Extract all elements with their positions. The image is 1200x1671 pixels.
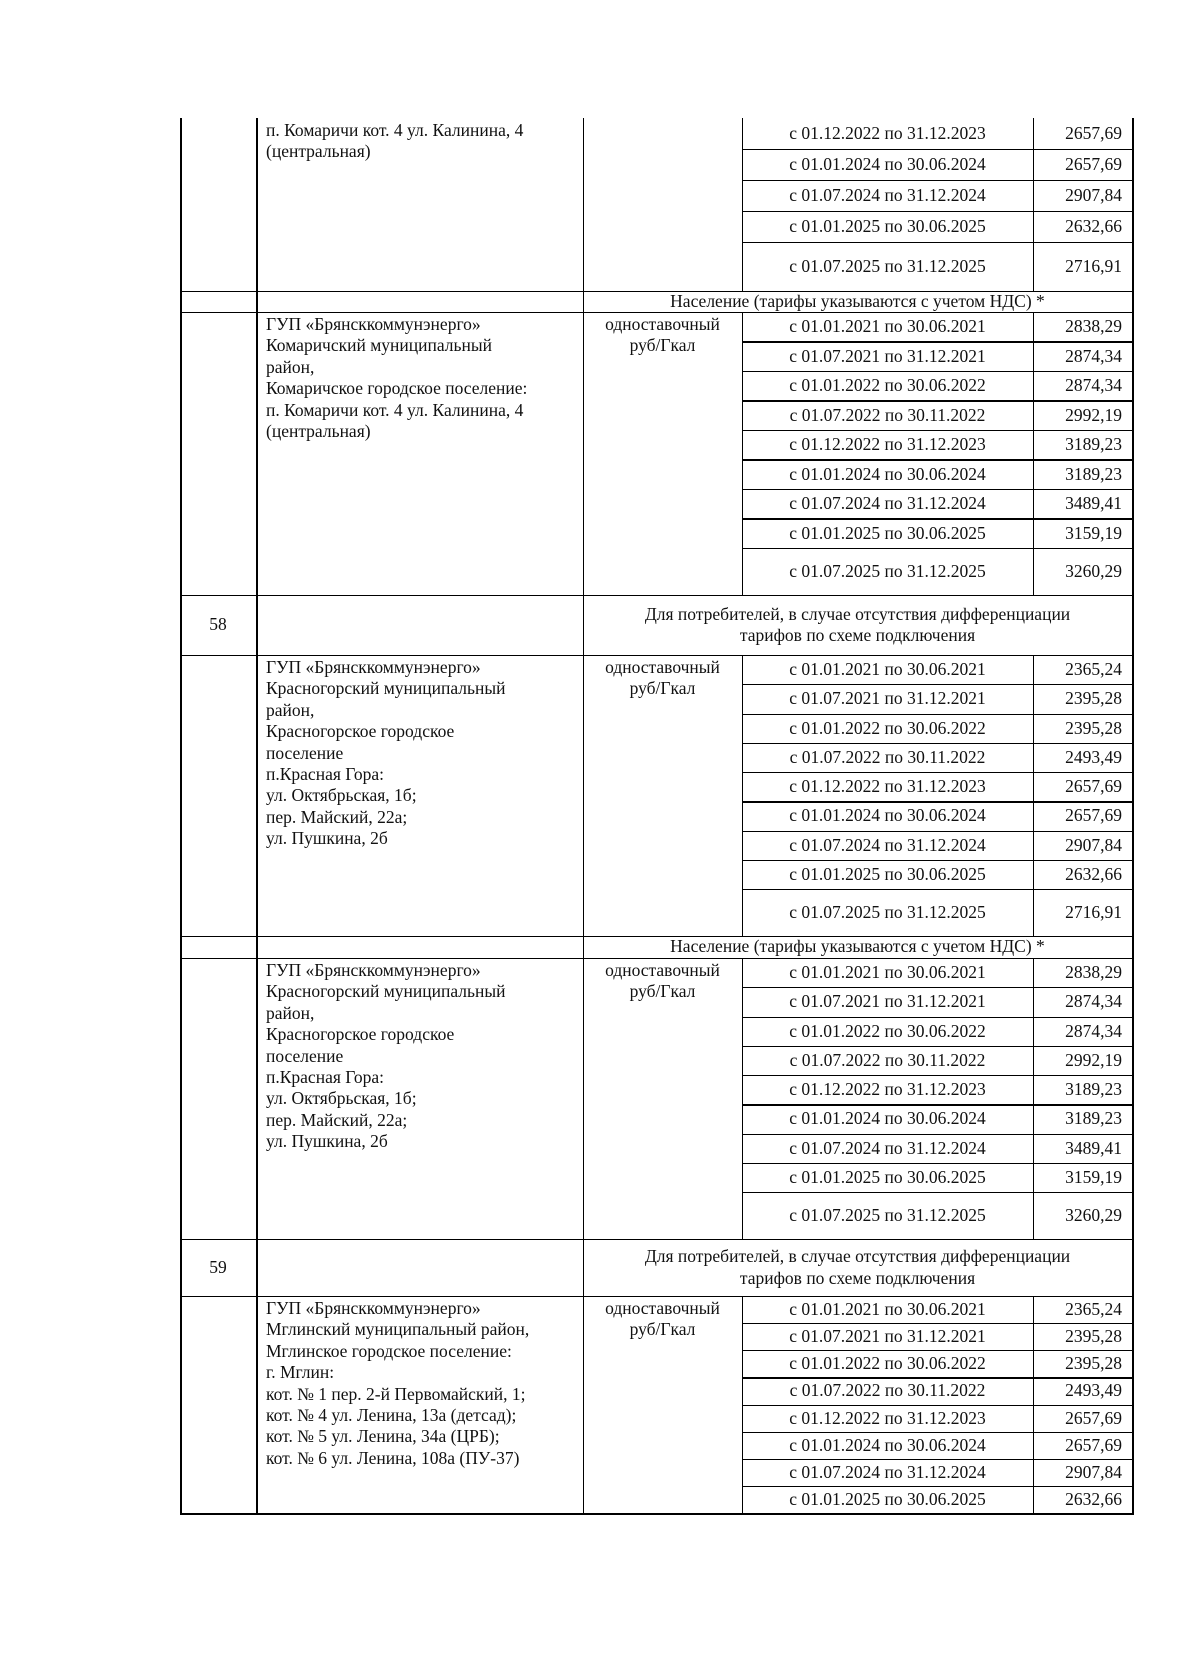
tariff-type: руб/Гкал [629,678,696,699]
row-border [180,958,1134,959]
address-line: кот. № 4 ул. Ленина, 13а (детсад); [266,1405,517,1425]
tariff-value: 2657,69 [1065,805,1122,826]
tariff-value: 2907,84 [1065,834,1122,855]
period-cell: с 01.07.2021 по 31.12.2021 [789,345,986,366]
address-line: Красногорский муниципальный [266,981,506,1002]
period-cell: с 01.01.2022 по 30.06.2022 [789,375,986,396]
period-cell: с 01.01.2025 по 30.06.2025 [789,522,986,543]
period-cell: с 01.07.2025 по 31.12.2025 [789,902,986,923]
address-line: ул. Октябрьская, 1б; [266,1088,417,1109]
section-header: тарифов по схеме подключения [739,625,976,645]
address-line: п.Красная Гора: [266,1067,384,1087]
period-cell: с 01.07.2022 по 30.11.2022 [789,746,986,767]
sub-row-border [742,211,1134,212]
address-line: Комаричский муниципальный [266,335,493,356]
tariff-type: руб/Гкал [629,981,696,1002]
period-cell: с 01.01.2024 по 30.06.2024 [789,463,986,484]
period-cell: с 01.07.2025 по 31.12.2025 [789,255,986,276]
period-cell: с 01.12.2022 по 31.12.2023 [789,122,986,143]
tariff-value: 2365,24 [1065,659,1122,680]
sub-row-border [742,1350,1134,1351]
period-cell: с 01.12.2022 по 31.12.2023 [789,1079,986,1100]
tariff-value: 2493,49 [1065,1380,1122,1401]
sub-row-border [742,1323,1134,1324]
section-header: Население (тарифы указываются с учетом НДС) * [670,290,1045,311]
address-line: п.Красная Гора: [266,764,384,784]
sub-row-border [742,1486,1134,1487]
tariff-value: 2493,49 [1065,746,1122,767]
address-line: ул. Пушкина, 2б [266,828,388,849]
tariff-type: одноставочный [605,1298,720,1318]
tariff-value: 2395,28 [1065,1353,1122,1374]
address-line: ул. Пушкина, 2б [266,1131,388,1152]
tariff-value: 2395,28 [1065,1326,1122,1347]
sub-row-border [742,1459,1134,1460]
tariff-value: 2716,91 [1065,255,1122,276]
tariff-value: 2632,66 [1065,215,1122,236]
section-header: Население (тарифы указываются с учетом НДС) * [670,936,1045,957]
period-cell: с 01.07.2021 по 31.12.2021 [789,1326,986,1347]
period-cell: с 01.01.2024 по 30.06.2024 [789,153,986,174]
sub-row-border [742,831,1134,832]
address-line: район, [266,699,315,720]
sub-row-border [742,400,1134,401]
sub-row-border [742,1432,1134,1433]
tariff-value: 2874,34 [1065,375,1122,396]
period-cell: с 01.07.2024 по 31.12.2024 [789,184,986,205]
tariff-type: руб/Гкал [629,1319,696,1340]
period-cell: с 01.07.2024 по 31.12.2024 [789,834,986,855]
address-line: (центральная) [266,141,371,162]
period-cell: с 01.07.2022 по 30.11.2022 [789,1380,986,1401]
address-line: ГУП «Брянсккоммунэнерго» [266,314,481,334]
sub-row-border [742,1163,1134,1164]
tariff-value: 2395,28 [1065,717,1122,738]
address-line: ГУП «Брянсккоммунэнерго» [266,657,481,677]
period-cell: с 01.01.2022 по 30.06.2022 [789,1353,986,1374]
address-line: п. Комаричи кот. 4 ул. Калинина, 4 [266,120,524,140]
tariff-value: 2657,69 [1065,1407,1122,1428]
tariff-value: 3159,19 [1065,1167,1122,1188]
period-cell: с 01.01.2021 по 30.06.2021 [789,316,986,337]
table-border-left [180,118,182,1513]
period-cell: с 01.12.2022 по 31.12.2023 [789,434,986,455]
sub-row-border [742,548,1134,549]
tariff-value: 2632,66 [1065,1488,1122,1509]
period-cell: с 01.01.2022 по 30.06.2022 [789,717,986,738]
sub-row-border [742,1046,1134,1047]
tariff-value: 2874,34 [1065,1020,1122,1041]
address-line: кот. № 1 пер. 2-й Первомайский, 1; [266,1383,526,1404]
period-cell: с 01.01.2025 по 30.06.2025 [789,215,986,236]
tariff-value: 2838,29 [1065,316,1122,337]
section-header: Для потребителей, в случае отсутствия дифференциации [644,603,1071,624]
tariff-value: 2632,66 [1065,864,1122,885]
sub-row-border [742,1104,1134,1105]
tariff-value: 2395,28 [1065,688,1122,709]
table-border-bottom [180,1513,1134,1515]
section-header: Для потребителей, в случае отсутствия дифференциации [644,1246,1071,1267]
address-line: Комаричское городское поселение: [266,378,528,399]
tariff-value: 2365,24 [1065,1299,1122,1320]
address-line: п. Комаричи кот. 4 ул. Калинина, 4 [266,399,524,420]
sub-row-border [742,430,1134,431]
period-cell: с 01.07.2024 по 31.12.2024 [789,1137,986,1158]
sub-row-border [742,459,1134,460]
sub-row-border [742,518,1134,519]
sub-row-border [742,1192,1134,1193]
tariff-value: 2992,19 [1065,404,1122,425]
sub-row-border [742,489,1134,490]
address-line: пер. Майский, 22а; [266,806,408,827]
period-cell: с 01.07.2025 по 31.12.2025 [789,1205,986,1226]
period-cell: с 01.07.2022 по 30.11.2022 [789,404,986,425]
tariff-value: 2992,19 [1065,1049,1122,1070]
sub-row-border [742,1075,1134,1076]
address-line: поселение [266,1045,344,1066]
sub-row-border [742,371,1134,372]
tariff-type: одноставочный [605,314,720,334]
period-cell: с 01.01.2025 по 30.06.2025 [789,1488,986,1509]
address-line: кот. № 5 ул. Ленина, 34а (ЦРБ); [266,1426,500,1447]
row-number: 59 [209,1256,227,1277]
tariff-value: 3159,19 [1065,522,1122,543]
column-divider-number [256,118,258,1513]
row-border [180,1239,1134,1240]
sub-row-border [742,149,1134,150]
period-cell: с 01.01.2021 по 30.06.2021 [789,659,986,680]
sub-row-border [742,714,1134,715]
address-line: поселение [266,742,344,763]
row-border [180,655,1134,656]
tariff-value: 2838,29 [1065,962,1122,983]
sub-row-border [742,684,1134,685]
tariff-type: одноставочный [605,960,720,980]
period-cell: с 01.07.2021 по 31.12.2021 [789,991,986,1012]
tariff-value: 2657,69 [1065,776,1122,797]
tariff-value: 3260,29 [1065,1205,1122,1226]
period-cell: с 01.01.2025 по 30.06.2025 [789,1167,986,1188]
sub-row-border [742,772,1134,773]
sub-row-border [742,1017,1134,1018]
tariff-type: руб/Гкал [629,335,696,356]
tariff-value: 2874,34 [1065,991,1122,1012]
row-border [180,312,1134,313]
address-line: ГУП «Брянсккоммунэнерго» [266,960,481,980]
sub-row-border [742,743,1134,744]
address-line: Красногорское городское [266,1024,455,1045]
address-line: район, [266,1002,315,1023]
period-cell: с 01.01.2022 по 30.06.2022 [789,1020,986,1041]
sub-row-border [742,987,1134,988]
period-cell: с 01.01.2024 по 30.06.2024 [789,1108,986,1129]
period-cell: с 01.01.2025 по 30.06.2025 [789,864,986,885]
sub-row-border [742,889,1134,890]
period-cell: с 01.07.2022 по 30.11.2022 [789,1049,986,1070]
table-border-right [1132,118,1134,1513]
tariff-value: 2657,69 [1065,1434,1122,1455]
row-border [180,1296,1134,1297]
tariff-value: 3189,23 [1065,463,1122,484]
period-cell: с 01.01.2021 по 30.06.2021 [789,962,986,983]
tariff-value: 3189,23 [1065,1079,1122,1100]
column-divider-address [583,118,584,291]
period-cell: с 01.07.2021 по 31.12.2021 [789,688,986,709]
period-cell: с 01.07.2025 по 31.12.2025 [789,560,986,581]
tariff-type: одноставочный [605,657,720,677]
sub-row-border [742,1134,1134,1135]
sub-row-border [742,180,1134,181]
address-line: Мглинское городское поселение: [266,1340,512,1361]
tariff-value: 3189,23 [1065,1108,1122,1129]
tariff-value: 2907,84 [1065,184,1122,205]
tariff-value: 2657,69 [1065,122,1122,143]
address-line: Мглинский муниципальный район, [266,1319,530,1340]
sub-row-border [742,1377,1134,1378]
period-cell: с 01.01.2024 по 30.06.2024 [789,805,986,826]
row-number: 58 [209,614,227,634]
tariff-value: 2874,34 [1065,345,1122,366]
address-line: (центральная) [266,421,371,441]
period-cell: с 01.12.2022 по 31.12.2023 [789,776,986,797]
period-cell: с 01.07.2024 по 31.12.2024 [789,493,986,514]
period-cell: с 01.07.2024 по 31.12.2024 [789,1461,986,1482]
section-header: тарифов по схеме подключения [739,1267,976,1288]
address-line: ГУП «Брянсккоммунэнерго» [266,1298,481,1318]
address-line: Красногорское городское [266,721,455,742]
sub-row-border [742,801,1134,802]
tariff-value: 2907,84 [1065,1461,1122,1482]
address-line: Красногорский муниципальный [266,678,506,699]
address-line: пер. Майский, 22а; [266,1109,408,1130]
row-border [180,595,1134,596]
period-cell: с 01.01.2021 по 30.06.2021 [789,1299,986,1320]
sub-row-border [742,1405,1134,1406]
address-line: г. Мглин: [266,1362,335,1383]
address-line: район, [266,356,315,377]
period-cell: с 01.01.2024 по 30.06.2024 [789,1434,986,1455]
tariff-value: 3189,23 [1065,434,1122,455]
sub-row-border [742,242,1134,243]
address-line: ул. Октябрьская, 1б; [266,785,417,806]
tariff-value: 3260,29 [1065,560,1122,581]
tariff-value: 2657,69 [1065,153,1122,174]
tariff-value: 2716,91 [1065,902,1122,923]
period-cell: с 01.12.2022 по 31.12.2023 [789,1407,986,1428]
sub-row-border [742,341,1134,342]
sub-row-border [742,860,1134,861]
tariff-value: 3489,41 [1065,493,1122,514]
address-line: кот. № 6 ул. Ленина, 108а (ПУ-37) [266,1447,520,1468]
tariff-value: 3489,41 [1065,1137,1122,1158]
